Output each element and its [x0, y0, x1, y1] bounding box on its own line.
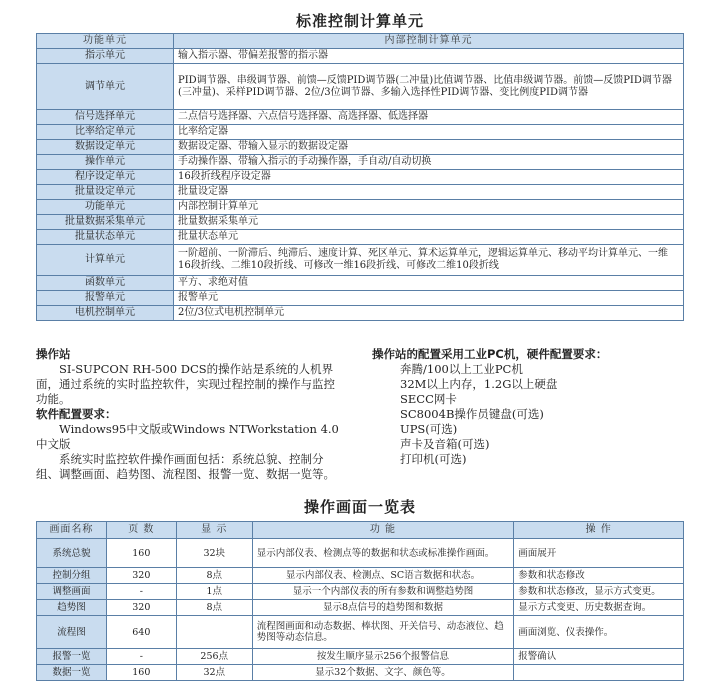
- screen-name: 调整画面: [37, 584, 107, 600]
- unit-desc: 内部控制计算单元: [174, 200, 684, 215]
- unit-desc: 批量状态单元: [174, 230, 684, 245]
- list-item: SECC网卡: [400, 392, 457, 406]
- display-count: 32点: [176, 665, 252, 681]
- table-row: [37, 616, 684, 649]
- unit-name: 指示单元: [37, 49, 174, 64]
- unit-desc: 16段折线程序设定器: [174, 170, 684, 185]
- operator-station-section: [36, 347, 346, 482]
- page-count: 640: [106, 616, 176, 649]
- unit-desc: 手动操作器、带输入指示的手动操作器，手自动/自动切换: [174, 155, 684, 170]
- function-desc: 按发生顺序显示256个报警信息: [252, 649, 514, 665]
- unit-desc: 一阶超前、一阶滞后、纯滞后、速度计算、死区单元、算术运算单元，逻辑运算单元、移动平均计算单元、一维16段折线、二维10段折线、可修改一维16段折线、可修改二维10段折线: [174, 245, 684, 276]
- unit-name: 批量状态单元: [37, 230, 174, 245]
- operation-desc: 画面浏览、仪表操作。: [514, 616, 684, 649]
- column-header: 页 数: [106, 522, 176, 539]
- column-header: 功 能: [252, 522, 514, 539]
- section-heading: 操作站的配置采用工业PC机，硬件配置要求：: [372, 347, 608, 361]
- function-desc: 显示8点信号的趋势图和数据: [252, 600, 514, 616]
- unit-name: 比率给定单元: [37, 125, 174, 140]
- table-row: [37, 64, 684, 110]
- screen-name: 系统总貌: [37, 539, 107, 568]
- operation-desc: 参数和状态修改: [514, 568, 684, 584]
- unit-desc: 报警单元: [174, 291, 684, 306]
- column-header: 内部控制计算单元: [174, 34, 684, 49]
- page-count: -: [106, 584, 176, 600]
- list-item: 奔腾/100以上工业PC机: [400, 362, 523, 376]
- table-row: [37, 539, 684, 568]
- table-row: [37, 649, 684, 665]
- table-row: [37, 291, 684, 306]
- page-count: 160: [106, 665, 176, 681]
- function-desc: 显示内部仪表、检测点、SC语言数据和状态。: [252, 568, 514, 584]
- table-header-row: [37, 34, 684, 49]
- operation-desc: 显示方式变更、历史数据查询。: [514, 600, 684, 616]
- table-row: [37, 185, 684, 200]
- table-row: [37, 306, 684, 321]
- table-row: [37, 155, 684, 170]
- unit-name: 功能单元: [37, 200, 174, 215]
- unit-name: 批量设定单元: [37, 185, 174, 200]
- display-count: [176, 616, 252, 649]
- unit-desc: 批量数据采集单元: [174, 215, 684, 230]
- table-row: [37, 600, 684, 616]
- unit-name: 操作单元: [37, 155, 174, 170]
- function-desc: 显示一个内部仪表的所有参数和调整趋势图: [252, 584, 514, 600]
- screen-name: 报警一览: [37, 649, 107, 665]
- screen-name: 趋势图: [37, 600, 107, 616]
- screen-name: 数据一览: [37, 665, 107, 681]
- table-row: [37, 200, 684, 215]
- page-count: 320: [106, 568, 176, 584]
- unit-desc: 批量设定器: [174, 185, 684, 200]
- unit-desc: 比率给定器: [174, 125, 684, 140]
- section-paragraph: 系统实时监控软件操作画面包括：系统总貌、控制分组、调整画面、趋势图、流程图、报警一览、数据一览等。: [36, 452, 335, 481]
- function-desc: 显示内部仪表、检测点等的数据和状态或标准操作画面。: [252, 539, 514, 568]
- function-desc: 显示32个数据、文字、颜色等。: [252, 665, 514, 681]
- section-heading: 操作站: [36, 347, 71, 361]
- unit-name: 信号选择单元: [37, 110, 174, 125]
- unit-desc: 平方、求绝对值: [174, 276, 684, 291]
- section-paragraph: Windows95中文版或Windows NTWorkstation 4.0中文版: [36, 422, 339, 451]
- section-paragraph: SI-SUPCON RH-500 DCS的操作站是系统的人机界面，通过系统的实时监控软件，实现过程控制的操作与监控功能。: [36, 362, 335, 406]
- section-title: 操作画面一览表: [303, 498, 416, 516]
- screen-name: 流程图: [37, 616, 107, 649]
- unit-name: 调节单元: [37, 64, 174, 110]
- list-item: 打印机(可选): [400, 452, 467, 466]
- page-count: -: [106, 649, 176, 665]
- unit-desc: 数据设定器、带输入显示的数据设定器: [174, 140, 684, 155]
- table-row: [37, 215, 684, 230]
- screen-list-table: [36, 521, 684, 681]
- page-title: 标准控制计算单元: [295, 12, 424, 30]
- display-count: 256点: [176, 649, 252, 665]
- column-header: 画面名称: [37, 522, 107, 539]
- unit-desc: 2位/3位式电机控制单元: [174, 306, 684, 321]
- table-header-row: [37, 522, 684, 539]
- page-count: 160: [106, 539, 176, 568]
- table-row: [37, 230, 684, 245]
- table-row: [37, 49, 684, 64]
- display-count: 32块: [176, 539, 252, 568]
- operation-desc: 参数和状态修改，显示方式变更。: [514, 584, 684, 600]
- table-row: [37, 140, 684, 155]
- unit-name: 程序设定单元: [37, 170, 174, 185]
- table-row: [37, 110, 684, 125]
- display-count: 1点: [176, 584, 252, 600]
- list-item: UPS(可选): [400, 422, 458, 436]
- unit-desc: PID调节器、串级调节器、前馈—反馈PID调节器(二冲量)比值调节器、比值串级调节器。前馈—反馈PID调节器(三冲量)、采样PID调节器、2位/3位调节器、多输入选择性PID调节器、变比例度PID调节器: [174, 64, 684, 110]
- column-header: 显 示: [176, 522, 252, 539]
- unit-name: 数据设定单元: [37, 140, 174, 155]
- hardware-config-section: [372, 347, 692, 467]
- unit-name: 批量数据采集单元: [37, 215, 174, 230]
- function-desc: 流程图画面和动态数据、棒状图、开关信号、动态液位、趋势图等动态信息。: [252, 616, 514, 649]
- table-row: [37, 276, 684, 291]
- list-item: 声卡及音箱(可选): [400, 437, 490, 451]
- list-item: SC8004B操作员键盘(可选): [400, 407, 544, 421]
- operation-desc: [514, 665, 684, 681]
- unit-desc: 二点信号选择器、六点信号选择器、高选择器、低选择器: [174, 110, 684, 125]
- unit-name: 计算单元: [37, 245, 174, 276]
- column-header: 操 作: [514, 522, 684, 539]
- screen-name: 控制分组: [37, 568, 107, 584]
- display-count: 8点: [176, 600, 252, 616]
- table-row: [37, 584, 684, 600]
- unit-name: 电机控制单元: [37, 306, 174, 321]
- table-row: [37, 568, 684, 584]
- display-count: 8点: [176, 568, 252, 584]
- unit-desc: 输入指示器、带偏差报警的指示器: [174, 49, 684, 64]
- section-heading: 软件配置要求：: [36, 407, 117, 421]
- column-header: 功能单元: [37, 34, 174, 49]
- table-row: [37, 125, 684, 140]
- list-item: 32M以上内存，1.2G以上硬盘: [400, 377, 558, 391]
- table-row: [37, 170, 684, 185]
- unit-name: 报警单元: [37, 291, 174, 306]
- page-count: 320: [106, 600, 176, 616]
- operation-desc: 报警确认: [514, 649, 684, 665]
- operation-desc: 画面展开: [514, 539, 684, 568]
- control-unit-table: [36, 33, 684, 321]
- table-row: [37, 665, 684, 681]
- table-row: [37, 245, 684, 276]
- unit-name: 函数单元: [37, 276, 174, 291]
